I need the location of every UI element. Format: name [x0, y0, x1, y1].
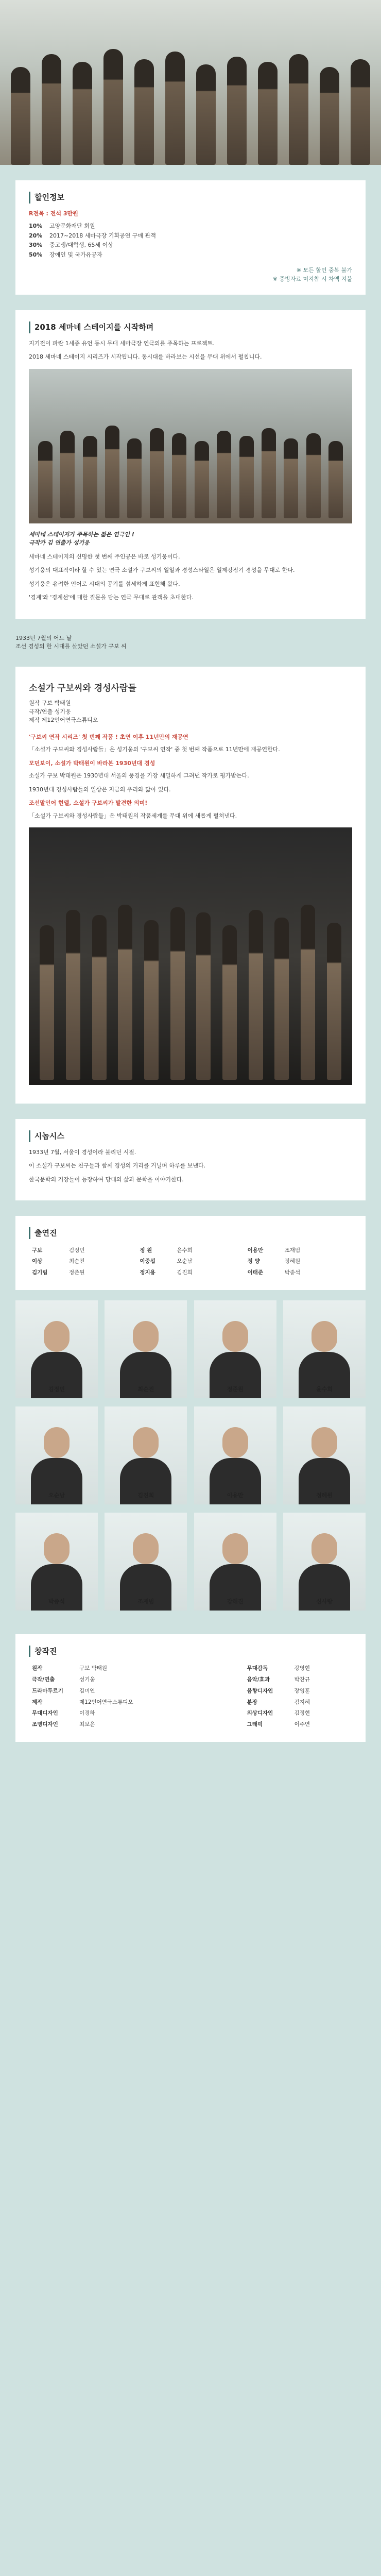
table-row: 원작 구보 박태원 무대감독 강영현 [32, 1665, 310, 1672]
cast-title: 출연진 [29, 1227, 352, 1239]
discount-row: 10% 고양문화재단 회원 [29, 223, 95, 229]
table-row: 이상 최순진 이중섭 오순남 정 양 정혜원 [32, 1258, 301, 1265]
synopsis-section [15, 1119, 366, 1200]
intro-caption: 세마네 스테이지가 주목하는 젊은 연극인 ! 극작가 김 연출가 성기웅 [29, 531, 134, 546]
intro-paragraph: 지기전이 파란 1세종 유언 동시 무대 세마극장 연극의를 주목하는 프로젝트. [29, 340, 215, 347]
intro-paragraph: 세마네 스테이지의 신명한 첫 번째 주인공은 바로 성기웅이다. [29, 553, 180, 560]
cast-portrait: 정혜원 [283, 1406, 366, 1504]
table-row: 무대디자인 이경하 의상디자인 김정현 [32, 1710, 310, 1717]
cast-portrait: 윤수희 [283, 1300, 366, 1398]
discount-list [29, 222, 352, 259]
cast-portrait: 최순진 [105, 1300, 187, 1398]
synopsis-paragraph: 이 소설가 구보씨는 친구들과 함께 경성의 거리를 거닐며 하루를 보낸다. [29, 1162, 206, 1169]
staff-title: 창작진 [29, 1646, 352, 1657]
cast-portraits [15, 1300, 366, 1619]
synopsis-paragraph: 1933년 7월, 서울이 경성이라 불리던 시절. [29, 1148, 136, 1156]
show-heading: 조선말인어 현앨, 소설가 구보씨가 발견한 의미! [29, 800, 148, 806]
discount-highlight: R전목 : 전석 3만원 [29, 210, 78, 217]
intro-title: 2018 세마네 스테이지를 시작하며 [29, 321, 352, 333]
cast-portrait: 강해진 [194, 1513, 276, 1611]
hero-cast-illustration [5, 46, 376, 165]
cast-table [29, 1245, 352, 1279]
discount-row: 20% 2017~2018 세마극장 기획공연 구매 관객 [29, 232, 156, 239]
cast-portrait: 정준원 [194, 1300, 276, 1398]
intro-paragraph: '경계'와 '경계선'에 대한 질문을 담는 연극 무대로 관객을 초대한다. [29, 594, 194, 601]
intro-paragraph: 성기웅의 대표작이라 할 수 있는 연극 소설가 구보씨의 일일과 경성스타일은 일제강점기 경성을 무대로 한다. [29, 567, 295, 573]
table-row: 제작 제12언어연극스튜디오 분장 김지혜 [32, 1699, 310, 1705]
show-section [15, 667, 366, 1104]
discount-row: 30% 중고생/대학생, 65세 이상 [29, 242, 113, 248]
synopsis-paragraph: 한국문학의 거장들이 등장하여 당대의 삶과 문학을 이야기한다. [29, 1176, 184, 1183]
synopsis-title: 시놉시스 [29, 1130, 352, 1142]
intro-section [15, 310, 366, 619]
table-row: 조명디자인 최보윤 그래픽 이주연 [32, 1721, 310, 1727]
discount-row: 50% 장애인 및 국가유공자 [29, 251, 102, 258]
staff-table [29, 1663, 352, 1731]
table-row: 구보 김정민 정 원 윤수희 이용만 조재범 [32, 1247, 301, 1253]
show-credit: 극작/연출 성기웅 [29, 708, 71, 715]
discount-title: 할인정보 [29, 192, 352, 204]
staff-section [15, 1634, 366, 1742]
stage-photo [29, 827, 352, 1085]
show-header: 1933년 7월의 어느 날 조선 경성의 한 시대를 살았던 소설가 구보 씨 [15, 634, 127, 650]
show-heading: '구보씨 연작 시리즈' 첫 번째 작품 ! 초연 이후 11년만의 재공연 [29, 733, 188, 740]
show-paragraph: 1930년대 경성사람들의 일상은 지금의 우리와 닮아 있다. [29, 786, 171, 793]
stage-photo [29, 369, 352, 523]
cast-portrait: 오순남 [15, 1406, 98, 1504]
table-row: 드라마투르기 김미연 음향디자인 장영훈 [32, 1687, 310, 1694]
discount-notes: ※ 모든 할인 중복 불가 ※ 증빙자료 미지참 시 차액 지불 [272, 267, 352, 282]
show-paragraph: 소설가 구보 박태원은 1930년대 서울의 풍경을 가장 세밀하게 그려낸 작가로 평가받는다. [29, 772, 249, 779]
cast-portrait: 김정민 [15, 1300, 98, 1398]
discount-section [15, 180, 366, 295]
show-title: 소설가 구보씨와 경성사람들 [29, 683, 136, 693]
cast-section [15, 1216, 366, 1290]
table-row: 극작/연출 성기웅 음악/효과 박찬규 [32, 1676, 310, 1683]
intro-paragraph: 성기웅은 유려한 언어로 시대의 공기를 섬세하게 표현해 왔다. [29, 580, 180, 587]
show-credit: 원작 구보 박태원 [29, 700, 71, 706]
table-row: 김기림 정준원 정지용 김진희 이태준 박종석 [32, 1269, 301, 1276]
show-paragraph: 「소설가 구보씨와 경성사람들」은 박태원의 작품세계를 무대 위에 새롭게 펼쳐낸다. [29, 812, 237, 819]
cast-portrait: 박종석 [15, 1513, 98, 1611]
cast-portrait: 조재범 [105, 1513, 187, 1611]
show-heading: 모던보이, 소설가 박태원이 바라본 1930년대 경성 [29, 759, 155, 767]
cast-portrait: 신사랑 [283, 1513, 366, 1611]
show-paragraph: 「소설가 구보씨와 경성사람들」은 성기웅의 '구보씨 연작' 중 첫 번째 작품으로 11년만에 재공연한다. [29, 746, 280, 753]
cast-portrait: 김진희 [105, 1406, 187, 1504]
hero-poster [0, 0, 381, 165]
intro-paragraph: 2018 세마네 스테이지 시리즈가 시작됩니다. 동시대를 바라보는 시선을 무대 위에서 펼칩니다. [29, 353, 262, 360]
show-credit: 제작 제12언어연극스튜디오 [29, 717, 98, 723]
cast-portrait: 이용만 [194, 1406, 276, 1504]
